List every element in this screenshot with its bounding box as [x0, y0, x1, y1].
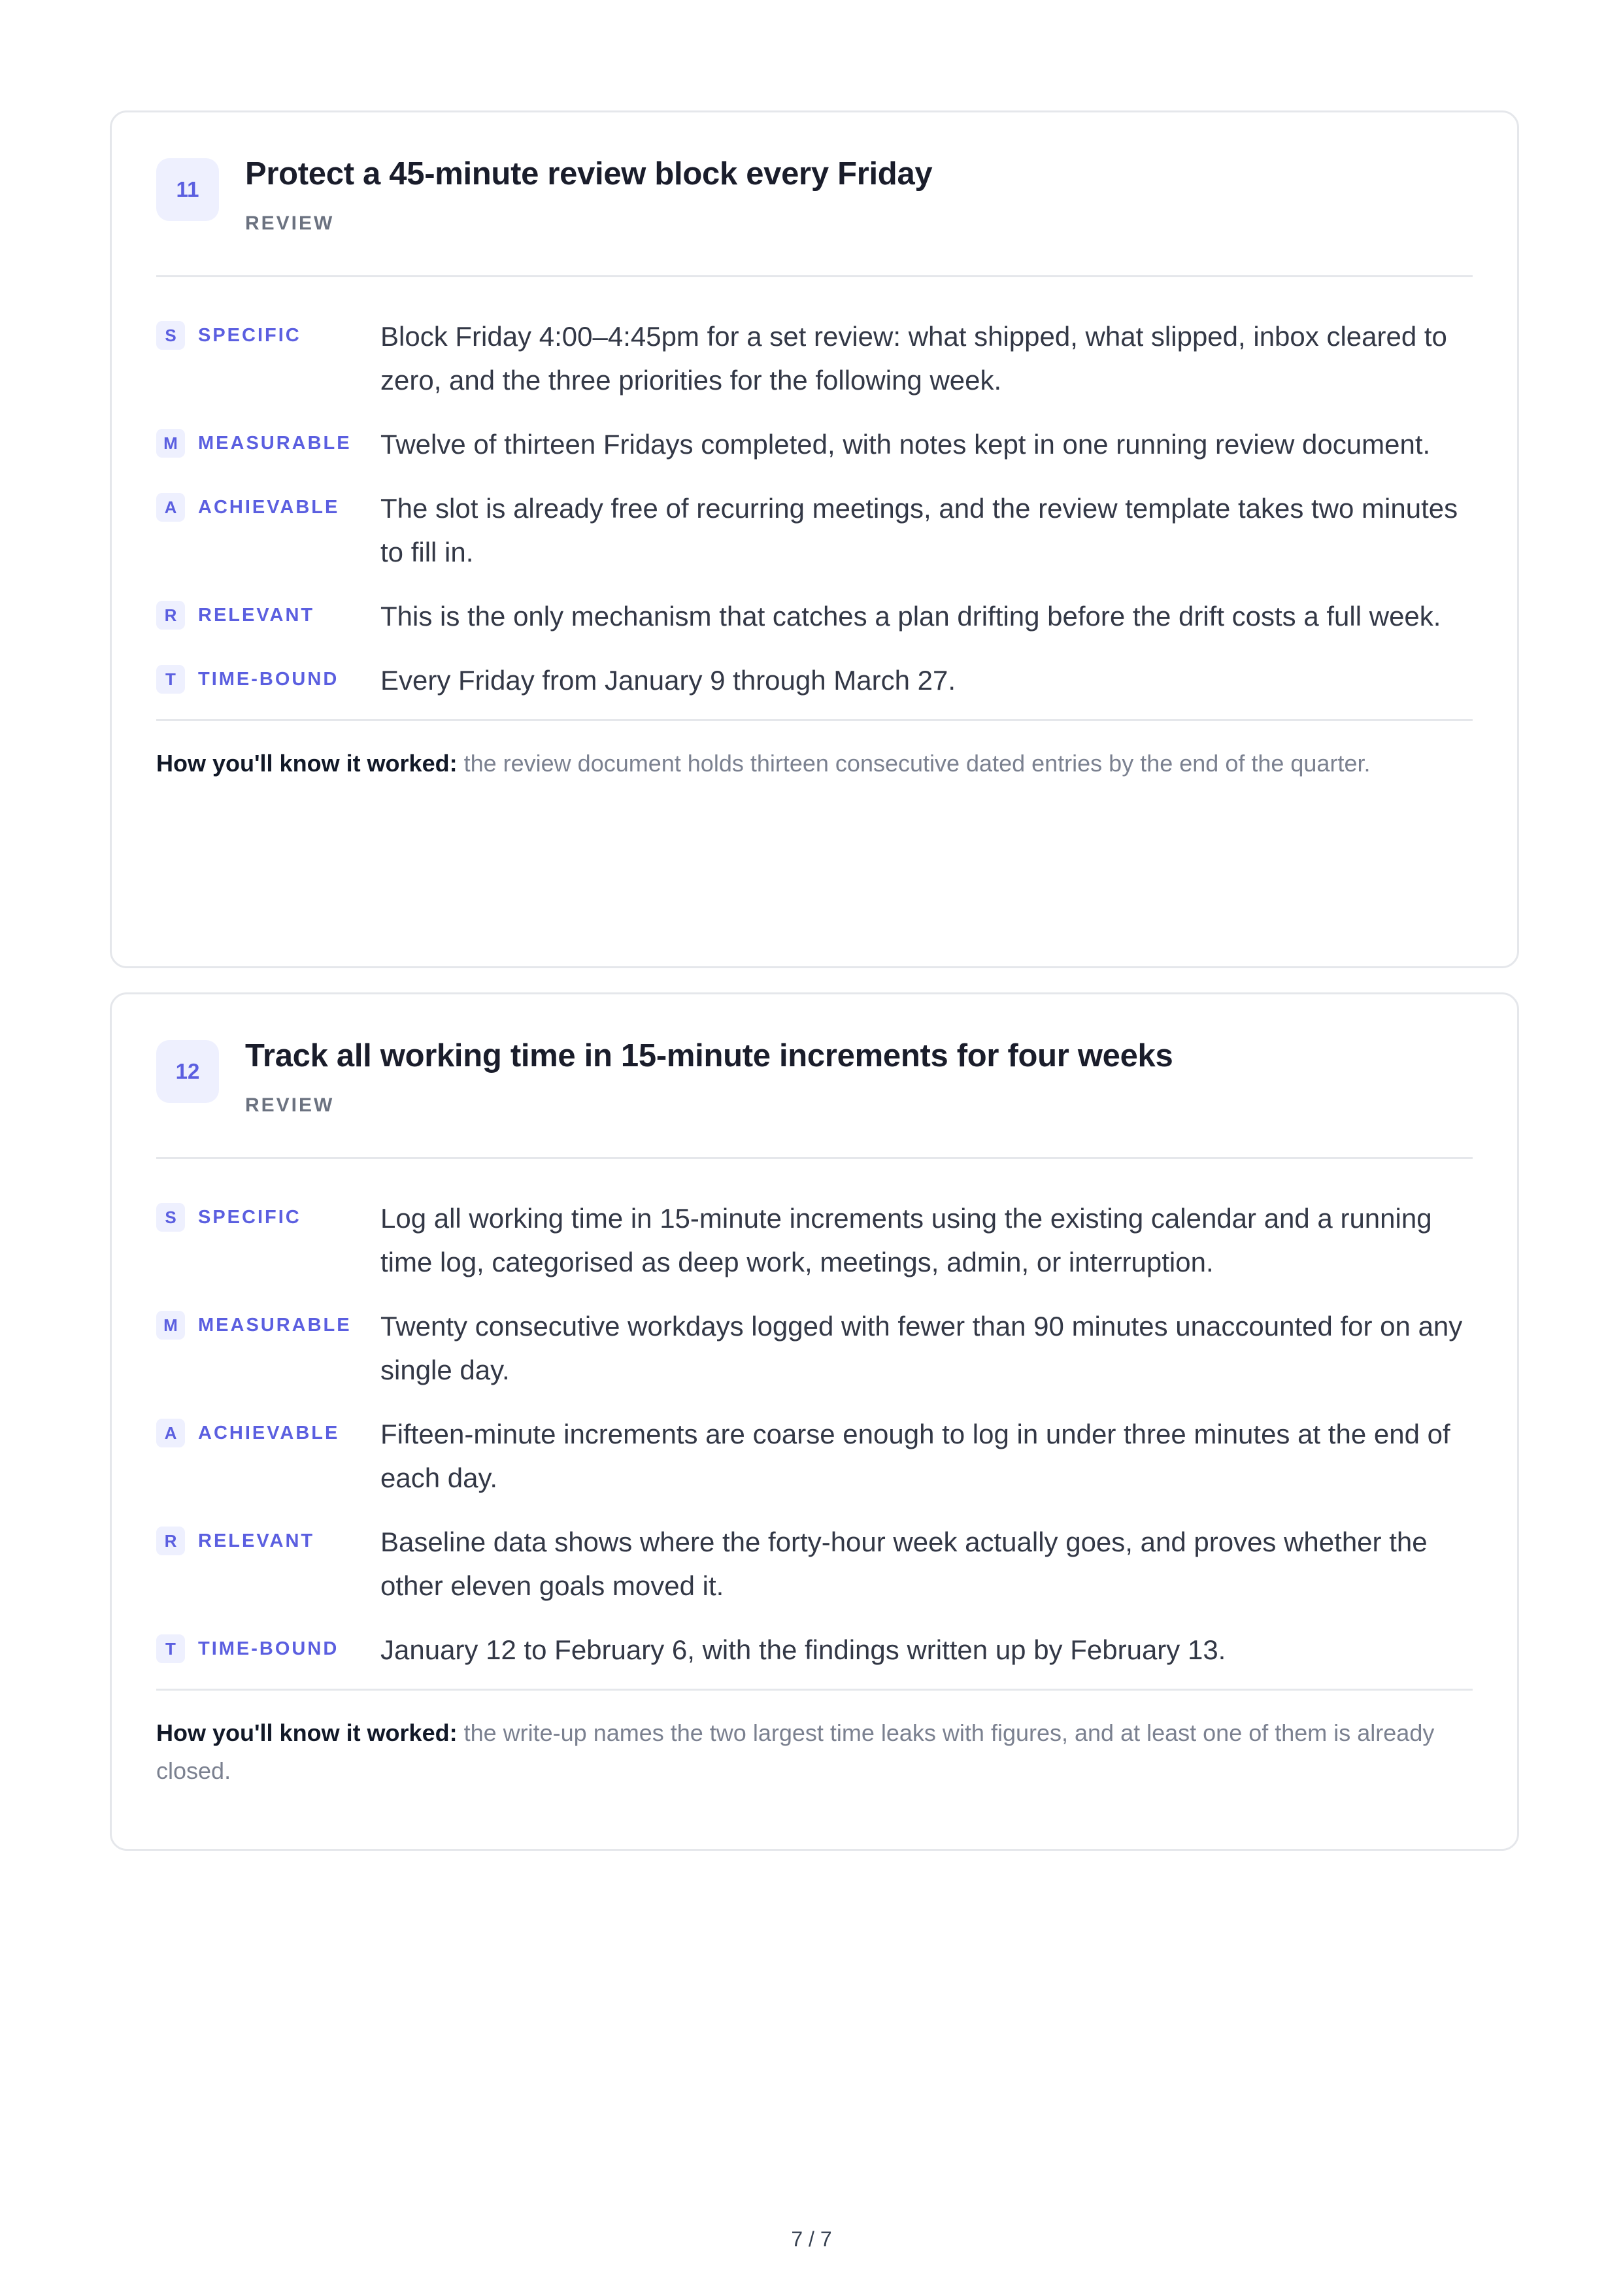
criterion-label: [156, 1196, 380, 1232]
criterion-label: [156, 1304, 380, 1340]
criterion-letter-badge: A: [156, 493, 185, 522]
smart-criteria-list: [156, 1159, 1473, 1691]
criterion-text: Fifteen-minute increments are coarse enough to log in under three minutes at the end of each day.: [380, 1419, 1450, 1493]
criterion-label: [156, 486, 380, 522]
criterion-name: TIME-BOUND: [198, 1638, 339, 1659]
criterion-text: This is the only mechanism that catches a plan drifting before the drift costs a full week.: [380, 601, 1441, 632]
criterion-label: [156, 1520, 380, 1555]
criterion-achievable: [156, 1412, 1473, 1500]
criterion-text: January 12 to February 6, with the findings written up by February 13.: [380, 1634, 1226, 1665]
goal-category: REVIEW: [245, 1094, 335, 1116]
criterion-letter-badge: S: [156, 321, 185, 350]
criterion-label: [156, 314, 380, 350]
criterion-time-bound: [156, 1628, 1473, 1672]
smart-criteria-list: [156, 277, 1473, 721]
page-number: 7 / 7: [791, 2227, 832, 2251]
goal-number-badge: 12: [156, 1040, 219, 1103]
criterion-letter-badge: M: [156, 1311, 185, 1340]
criterion-name: ACHIEVABLE: [198, 1422, 340, 1443]
outcome-label: How you'll know it worked:: [156, 1719, 458, 1746]
criterion-letter-badge: T: [156, 665, 185, 694]
criterion-name: SPECIFIC: [198, 1206, 301, 1228]
criterion-name: TIME-BOUND: [198, 668, 339, 690]
goal-category: REVIEW: [245, 212, 335, 234]
success-outcome: [156, 721, 1473, 783]
criterion-label: [156, 1412, 380, 1447]
outcome-label: How you'll know it worked:: [156, 750, 458, 777]
criterion-letter-badge: S: [156, 1203, 185, 1232]
goal-title: Track all working time in 15-minute increments for four weeks: [245, 1038, 1173, 1073]
criterion-text: Twenty consecutive workdays logged with fewer than 90 minutes unaccounted for on any single day.: [380, 1311, 1463, 1385]
criterion-label: [156, 594, 380, 630]
criterion-name: ACHIEVABLE: [198, 496, 340, 518]
criterion-time-bound: [156, 658, 1473, 702]
goal-number-badge: 11: [156, 158, 219, 221]
criterion-text: Log all working time in 15-minute increments using the existing calendar and a running time log, categorised as deep work, meetings, admin, or interruption.: [380, 1203, 1432, 1277]
criterion-label: [156, 422, 380, 458]
goal-card: [110, 992, 1519, 1851]
criterion-measurable: [156, 422, 1473, 466]
criterion-relevant: [156, 1520, 1473, 1608]
criterion-letter-badge: R: [156, 1527, 185, 1555]
outcome-text: the write-up names the two largest time leaks with figures, and at least one of them is already closed.: [156, 1719, 1435, 1784]
criterion-measurable: [156, 1304, 1473, 1392]
criterion-name: RELEVANT: [198, 1530, 315, 1551]
criterion-name: MEASURABLE: [198, 432, 352, 454]
criterion-letter-badge: A: [156, 1419, 185, 1447]
criterion-text: Twelve of thirteen Fridays completed, with notes kept in one running review document.: [380, 429, 1431, 460]
criterion-name: SPECIFIC: [198, 324, 301, 346]
criterion-relevant: [156, 594, 1473, 638]
criterion-text: Every Friday from January 9 through March 27.: [380, 665, 956, 696]
goal-header: [156, 112, 1473, 277]
criterion-label: [156, 1628, 380, 1663]
criterion-name: MEASURABLE: [198, 1314, 352, 1336]
criterion-text: The slot is already free of recurring meetings, and the review template takes two minutes to fill in.: [380, 493, 1458, 567]
goal-card: [110, 110, 1519, 968]
criterion-achievable: [156, 486, 1473, 574]
goal-header: [156, 994, 1473, 1159]
criterion-letter-badge: R: [156, 601, 185, 630]
criterion-label: [156, 658, 380, 694]
goal-title: Protect a 45-minute review block every Friday: [245, 156, 933, 192]
criterion-text: Baseline data shows where the forty-hour week actually goes, and proves whether the other eleven goals moved it.: [380, 1527, 1428, 1601]
outcome-text: the review document holds thirteen consecutive dated entries by the end of the quarter.: [463, 750, 1371, 777]
criterion-text: Block Friday 4:00–4:45pm for a set review: what shipped, what slipped, inbox cleared to zero, and the three priorities for the following week.: [380, 321, 1447, 396]
criterion-letter-badge: M: [156, 429, 185, 458]
criterion-name: RELEVANT: [198, 604, 315, 626]
criterion-letter-badge: T: [156, 1634, 185, 1663]
success-outcome: [156, 1691, 1473, 1790]
criterion-specific: [156, 1196, 1473, 1284]
criterion-specific: [156, 314, 1473, 402]
